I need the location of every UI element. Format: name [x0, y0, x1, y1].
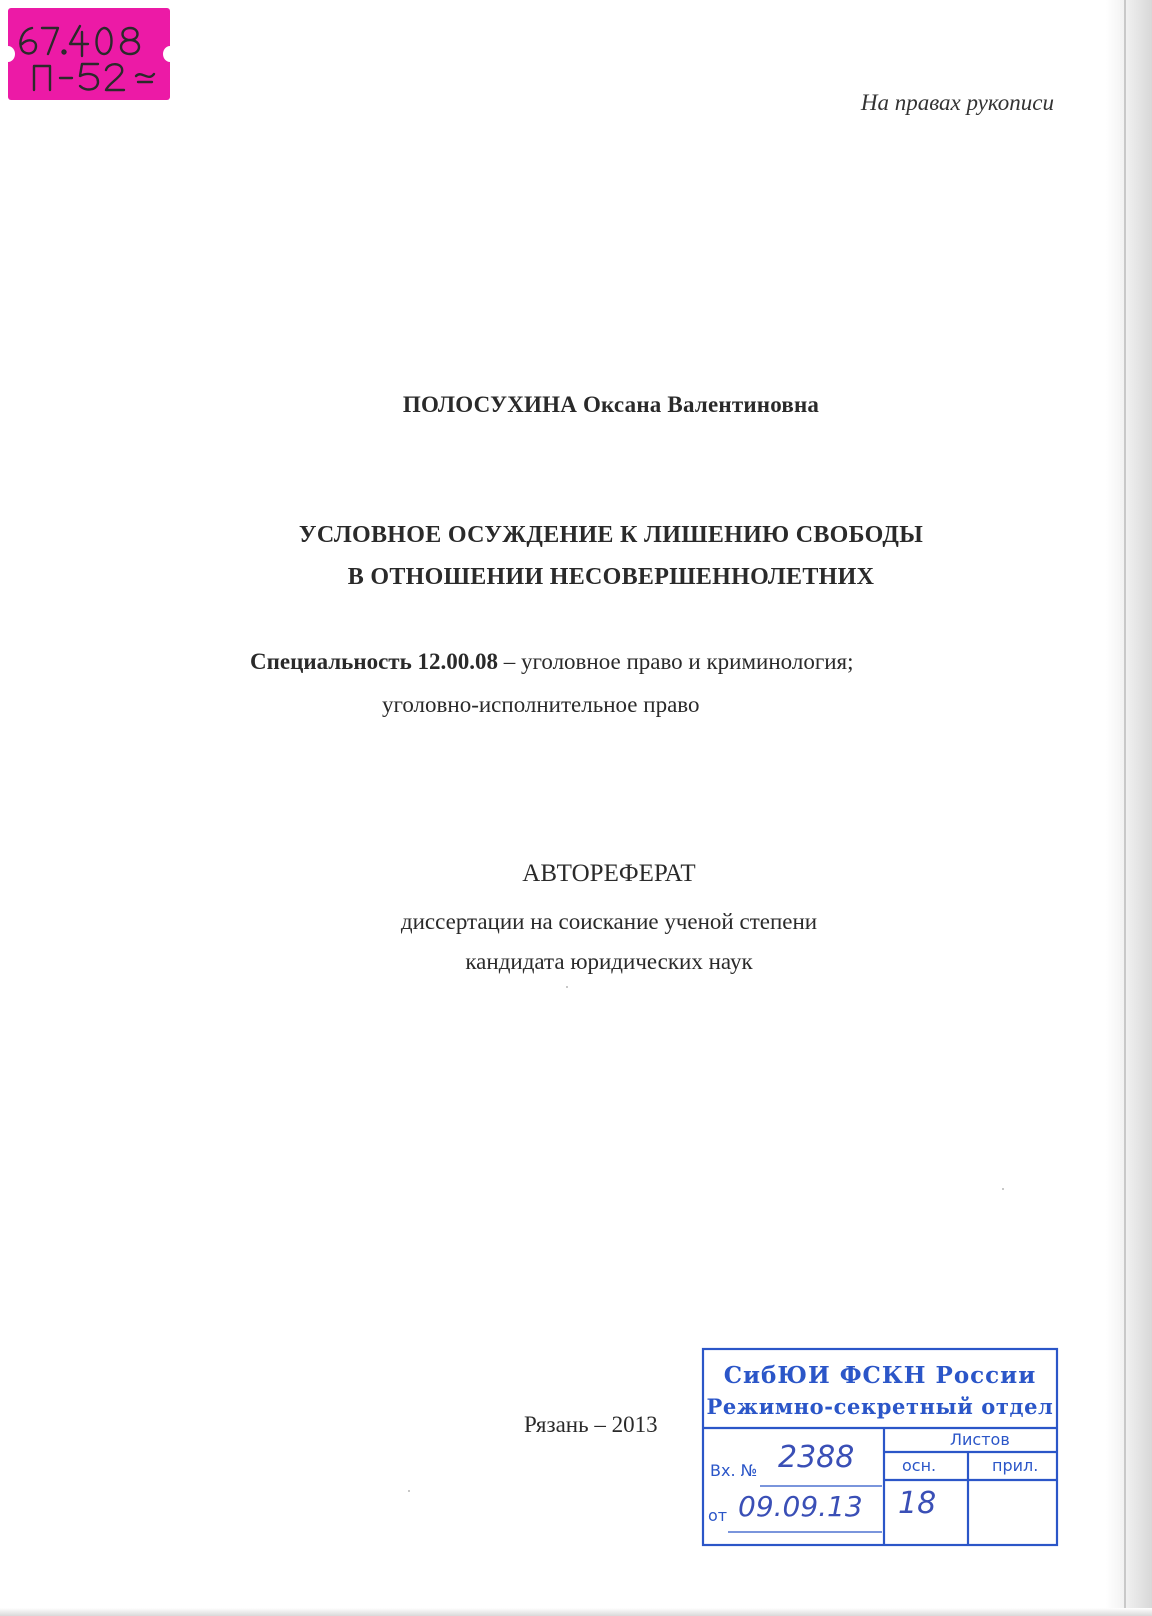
scan-speck: [1002, 1188, 1004, 1190]
title-line-1: УСЛОВНОЕ ОСУЖДЕНИЕ К ЛИШЕНИЮ СВОБОДЫ: [298, 522, 924, 548]
stamp-department: Режимно-секретный отдел: [706, 1394, 1054, 1419]
scan-edge-right: [1106, 0, 1152, 1616]
stamp-attach-label: прил.: [992, 1456, 1039, 1475]
stamp-organization: СибЮИ ФСКН России: [723, 1362, 1037, 1389]
author-name: ПОЛОСУХИНА Оксана Валентиновна: [402, 392, 820, 417]
scan-edge-bottom: [0, 1608, 1152, 1616]
stamp-main-label: осн.: [902, 1456, 937, 1475]
handwritten-incoming-number: 2388: [778, 1440, 855, 1475]
handwritten-sheet-count: 18: [898, 1486, 937, 1521]
stamp-incoming-label: Вх. №: [710, 1461, 758, 1480]
stamp-sheets-label: Листов: [950, 1430, 1010, 1449]
handwritten-date: 09.09.13: [738, 1490, 863, 1523]
specialty-code: Специальность 12.00.08: [250, 649, 499, 674]
stamp-from-label: от: [708, 1506, 728, 1525]
label-handwriting: [8, 8, 170, 100]
specialty-description: – уголовное право и криминология;: [498, 649, 854, 674]
abstract-block: [0, 854, 1152, 982]
city-year: Рязань – 2013: [524, 1412, 658, 1437]
specialty-block: [250, 640, 854, 726]
scan-speck: [408, 1490, 410, 1492]
abstract-heading: АВТОРЕФЕРАТ: [522, 860, 696, 887]
scan-speck: [566, 986, 568, 988]
abstract-line-2: кандидата юридических наук: [465, 949, 753, 974]
title-line-2: В ОТНОШЕНИИ НЕСОВЕРШЕННОЛЕТНИХ: [347, 564, 875, 590]
dissertation-title: [0, 514, 1152, 598]
abstract-line-1: диссертации на соискание ученой степени: [400, 909, 818, 934]
specialty-line-2: уголовно-исполнительное право: [382, 692, 700, 717]
manuscript-rights-note: На правах рукописи: [860, 90, 1054, 115]
library-label-sticker: [8, 8, 170, 100]
registration-stamp: [700, 1346, 1060, 1549]
